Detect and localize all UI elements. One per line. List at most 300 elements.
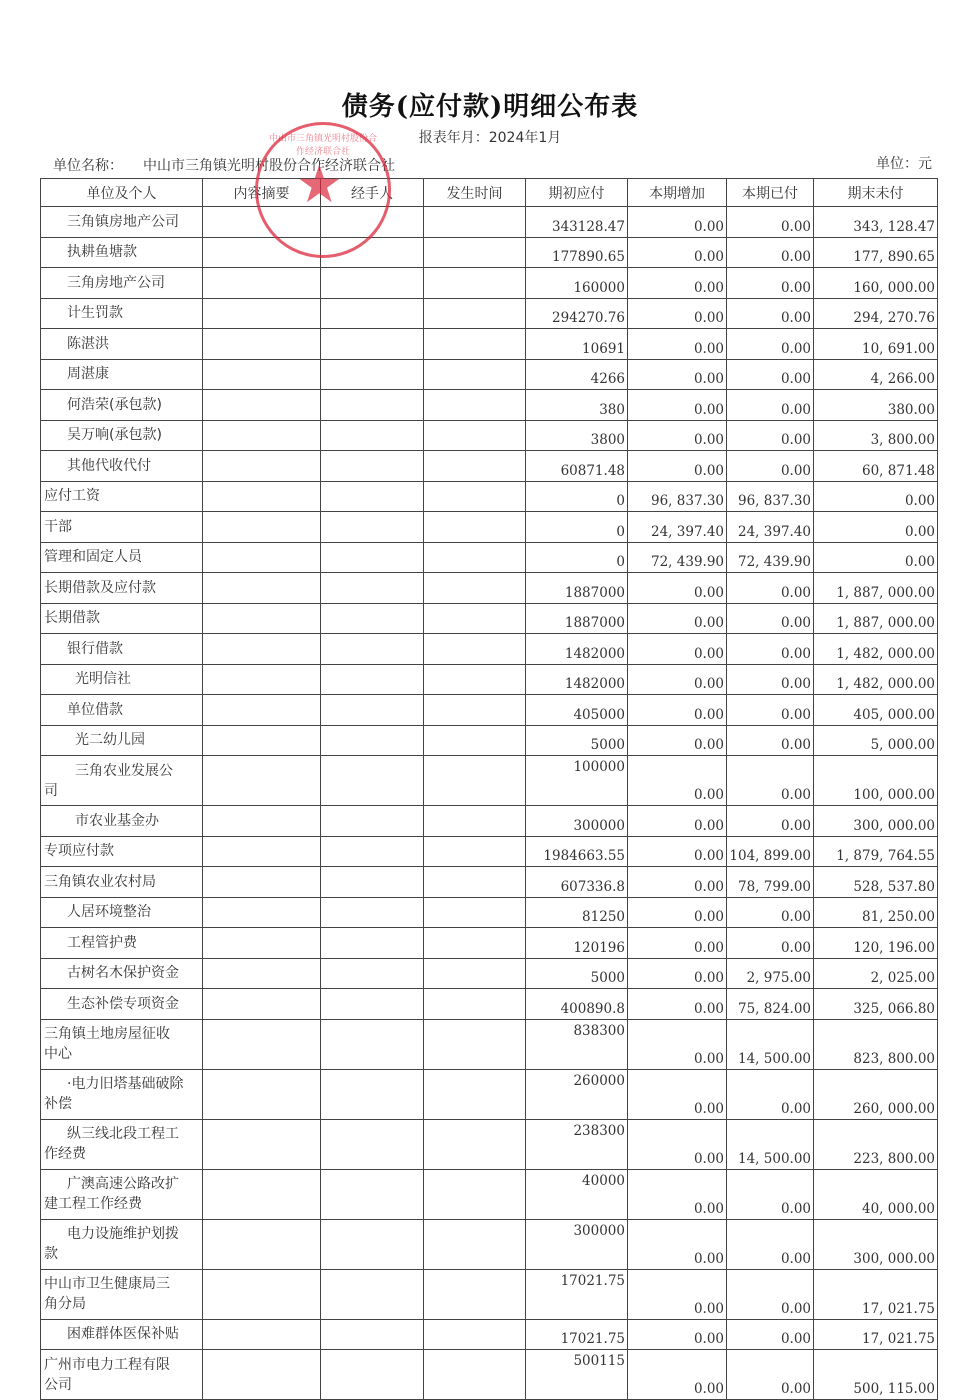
table-row <box>41 1019 938 1069</box>
cell-date <box>424 1169 526 1219</box>
cell-paid: 14, 500.00 <box>727 1119 814 1169</box>
cell-handler <box>321 695 424 726</box>
cell-paid: 0.00 <box>727 329 814 360</box>
cell-entity: 何浩荣(承包款) <box>41 390 203 421</box>
col-header-entity: 单位及个人 <box>41 179 203 207</box>
cell-entity: 专项应付款 <box>41 836 203 867</box>
cell-opening: 40000 <box>526 1169 628 1219</box>
cell-increase: 0.00 <box>628 420 727 451</box>
cell-closing: 40, 000.00 <box>814 1169 938 1219</box>
table-row <box>41 329 938 360</box>
table-row <box>41 1169 938 1219</box>
cell-paid: 0.00 <box>727 359 814 390</box>
cell-handler <box>321 725 424 756</box>
table-row <box>41 806 938 837</box>
cell-paid: 2, 975.00 <box>727 958 814 989</box>
cell-opening: 300000 <box>526 806 628 837</box>
cell-paid: 96, 837.30 <box>727 481 814 512</box>
cell-closing: 300, 000.00 <box>814 1219 938 1269</box>
cell-date <box>424 359 526 390</box>
cell-entity <box>41 1219 203 1269</box>
cell-handler <box>321 1319 424 1350</box>
cell-entity: 单位借款 <box>41 695 203 726</box>
cell-entity <box>41 1069 203 1119</box>
table-row <box>41 867 938 898</box>
cell-paid: 72, 439.90 <box>727 542 814 573</box>
cell-date <box>424 512 526 543</box>
table-row <box>41 1269 938 1319</box>
cell-entity: 长期借款 <box>41 603 203 634</box>
table-row <box>41 664 938 695</box>
cell-closing: 405, 000.00 <box>814 695 938 726</box>
cell-opening: 120196 <box>526 928 628 959</box>
table-row <box>41 1219 938 1269</box>
cell-date <box>424 1119 526 1169</box>
cell-entity: 应付工资 <box>41 481 203 512</box>
cell-date <box>424 1350 526 1400</box>
cell-entity: 吴万响(承包款) <box>41 420 203 451</box>
cell-paid: 0.00 <box>727 298 814 329</box>
table-row <box>41 237 938 268</box>
cell-summary <box>203 298 321 329</box>
cell-increase: 0.00 <box>628 989 727 1020</box>
cell-paid: 104, 899.00 <box>727 836 814 867</box>
cell-opening: 100000 <box>526 756 628 806</box>
unit-name-label: 单位名称： <box>53 158 123 174</box>
cell-closing: 0.00 <box>814 481 938 512</box>
cell-paid: 0.00 <box>727 756 814 806</box>
cell-entity <box>41 1350 203 1400</box>
cell-date <box>424 958 526 989</box>
cell-summary <box>203 390 321 421</box>
unit-name-value: 中山市三角镇光明村股份合作经济联合社 <box>143 158 395 174</box>
cell-closing: 120, 196.00 <box>814 928 938 959</box>
cell-closing: 500, 115.00 <box>814 1350 938 1400</box>
cell-date <box>424 268 526 299</box>
entity-line-2: 司 <box>44 782 58 799</box>
cell-entity <box>41 1169 203 1219</box>
cell-handler <box>321 756 424 806</box>
report-period: 报表年月：2024年1月 <box>418 130 562 146</box>
cell-date <box>424 867 526 898</box>
cell-paid: 0.00 <box>727 573 814 604</box>
cell-summary <box>203 573 321 604</box>
cell-paid: 0.00 <box>727 390 814 421</box>
cell-handler <box>321 897 424 928</box>
entity-line-1: 广澳高速公路改扩 <box>67 1176 179 1192</box>
cell-date <box>424 806 526 837</box>
cell-handler <box>321 359 424 390</box>
cell-paid: 0.00 <box>727 603 814 634</box>
cell-closing: 380.00 <box>814 390 938 421</box>
entity-line-2: 建工程工作经费 <box>44 1196 142 1212</box>
cell-opening: 10691 <box>526 329 628 360</box>
cell-handler <box>321 481 424 512</box>
cell-opening: 177890.65 <box>526 237 628 268</box>
cell-increase: 72, 439.90 <box>628 542 727 573</box>
cell-increase: 0.00 <box>628 1119 727 1169</box>
cell-closing: 300, 000.00 <box>814 806 938 837</box>
cell-opening: 260000 <box>526 1069 628 1119</box>
table-row <box>41 1350 938 1400</box>
cell-date <box>424 989 526 1020</box>
cell-increase: 0.00 <box>628 756 727 806</box>
cell-date <box>424 1019 526 1069</box>
cell-handler <box>321 512 424 543</box>
table-row <box>41 512 938 543</box>
cell-handler <box>321 420 424 451</box>
cell-increase: 0.00 <box>628 725 727 756</box>
col-header-summary: 内容摘要 <box>203 179 321 207</box>
cell-summary <box>203 237 321 268</box>
cell-increase: 0.00 <box>628 1269 727 1319</box>
cell-closing: 3, 800.00 <box>814 420 938 451</box>
table-row <box>41 897 938 928</box>
cell-increase: 0.00 <box>628 268 727 299</box>
cell-opening: 0 <box>526 542 628 573</box>
cell-increase: 0.00 <box>628 237 727 268</box>
cell-summary <box>203 756 321 806</box>
cell-paid: 78, 799.00 <box>727 867 814 898</box>
cell-date <box>424 542 526 573</box>
cell-increase: 0.00 <box>628 928 727 959</box>
cell-opening: 1482000 <box>526 634 628 665</box>
cell-date <box>424 1319 526 1350</box>
debt-detail-table <box>40 178 938 1400</box>
currency-unit: 单位：元 <box>876 156 932 172</box>
cell-date <box>424 756 526 806</box>
cell-entity: 光明信社 <box>41 664 203 695</box>
cell-handler <box>321 329 424 360</box>
cell-date <box>424 928 526 959</box>
cell-date <box>424 298 526 329</box>
table-row <box>41 1069 938 1119</box>
col-header-handler: 经手人 <box>321 179 424 207</box>
cell-paid: 0.00 <box>727 420 814 451</box>
cell-entity: 其他代收代付 <box>41 451 203 482</box>
cell-entity: 工程管护费 <box>41 928 203 959</box>
cell-entity: 执耕鱼塘款 <box>41 237 203 268</box>
cell-closing: 1, 887, 000.00 <box>814 603 938 634</box>
table-row <box>41 1319 938 1350</box>
cell-handler <box>321 542 424 573</box>
cell-opening: 0 <box>526 512 628 543</box>
cell-handler <box>321 867 424 898</box>
cell-increase: 0.00 <box>628 573 727 604</box>
cell-closing: 5, 000.00 <box>814 725 938 756</box>
cell-closing: 17, 021.75 <box>814 1319 938 1350</box>
cell-date <box>424 420 526 451</box>
cell-summary <box>203 989 321 1020</box>
cell-summary <box>203 1069 321 1119</box>
cell-paid: 0.00 <box>727 1169 814 1219</box>
cell-summary <box>203 1269 321 1319</box>
table-row <box>41 1119 938 1169</box>
cell-entity: 生态补偿专项资金 <box>41 989 203 1020</box>
entity-line-2: 款 <box>44 1246 58 1262</box>
entity-line-1: 广州市电力工程有限 <box>44 1356 170 1373</box>
cell-date <box>424 634 526 665</box>
cell-date <box>424 1269 526 1319</box>
cell-handler <box>321 207 424 238</box>
cell-handler <box>321 573 424 604</box>
cell-handler <box>321 451 424 482</box>
cell-summary <box>203 1319 321 1350</box>
cell-handler <box>321 1269 424 1319</box>
cell-entity: 市农业基金办 <box>41 806 203 837</box>
cell-closing: 2, 025.00 <box>814 958 938 989</box>
entity-line-1: 三角农业发展公 <box>75 762 173 779</box>
table-row <box>41 451 938 482</box>
table-body <box>41 207 938 1400</box>
cell-paid: 0.00 <box>727 664 814 695</box>
cell-summary <box>203 481 321 512</box>
cell-handler <box>321 268 424 299</box>
cell-date <box>424 1069 526 1119</box>
cell-entity <box>41 1269 203 1319</box>
table-row <box>41 207 938 238</box>
table-row <box>41 836 938 867</box>
cell-entity: 光二幼儿园 <box>41 725 203 756</box>
entity-line-2: 公司 <box>44 1376 72 1393</box>
cell-paid: 0.00 <box>727 634 814 665</box>
cell-date <box>424 329 526 360</box>
cell-summary <box>203 634 321 665</box>
cell-increase: 0.00 <box>628 207 727 238</box>
cell-opening: 17021.75 <box>526 1269 628 1319</box>
cell-entity: 计生罚款 <box>41 298 203 329</box>
cell-date <box>424 725 526 756</box>
table-row <box>41 928 938 959</box>
cell-closing: 81, 250.00 <box>814 897 938 928</box>
cell-closing: 823, 800.00 <box>814 1019 938 1069</box>
col-header-opening: 期初应付 <box>526 179 628 207</box>
cell-entity: 人居环境整治 <box>41 897 203 928</box>
entity-line-2: 作经费 <box>44 1146 86 1162</box>
cell-closing: 1, 887, 000.00 <box>814 573 938 604</box>
col-header-paid: 本期已付 <box>727 179 814 207</box>
cell-opening: 60871.48 <box>526 451 628 482</box>
cell-increase: 0.00 <box>628 1219 727 1269</box>
cell-summary <box>203 1019 321 1069</box>
entity-line-1: 三角镇土地房屋征收 <box>44 1026 170 1042</box>
cell-handler <box>321 1219 424 1269</box>
cell-opening: 838300 <box>526 1019 628 1069</box>
cell-opening: 1482000 <box>526 664 628 695</box>
cell-entity: 陈湛洪 <box>41 329 203 360</box>
cell-paid: 0.00 <box>727 806 814 837</box>
cell-paid: 0.00 <box>727 1319 814 1350</box>
cell-date <box>424 481 526 512</box>
cell-handler <box>321 1019 424 1069</box>
entity-line-2: 角分局 <box>44 1296 86 1312</box>
cell-increase: 0.00 <box>628 867 727 898</box>
cell-date <box>424 207 526 238</box>
cell-paid: 0.00 <box>727 1350 814 1400</box>
cell-date <box>424 836 526 867</box>
cell-handler <box>321 603 424 634</box>
cell-closing: 100, 000.00 <box>814 756 938 806</box>
table-row <box>41 542 938 573</box>
cell-summary <box>203 867 321 898</box>
cell-paid: 0.00 <box>727 1219 814 1269</box>
cell-paid: 0.00 <box>727 1269 814 1319</box>
cell-increase: 0.00 <box>628 603 727 634</box>
cell-entity <box>41 1119 203 1169</box>
cell-closing: 325, 066.80 <box>814 989 938 1020</box>
cell-opening: 380 <box>526 390 628 421</box>
cell-opening: 500115 <box>526 1350 628 1400</box>
cell-closing: 10, 691.00 <box>814 329 938 360</box>
entity-line-1: ·电力旧塔基础破除 <box>67 1076 184 1092</box>
cell-date <box>424 664 526 695</box>
cell-handler <box>321 836 424 867</box>
cell-summary <box>203 1350 321 1400</box>
cell-increase: 0.00 <box>628 298 727 329</box>
cell-increase: 0.00 <box>628 664 727 695</box>
page-title: 债务(应付款)明细公布表 <box>341 92 639 122</box>
cell-closing: 160, 000.00 <box>814 268 938 299</box>
cell-date <box>424 695 526 726</box>
cell-handler <box>321 1350 424 1400</box>
cell-handler <box>321 989 424 1020</box>
cell-increase: 96, 837.30 <box>628 481 727 512</box>
cell-paid: 0.00 <box>727 695 814 726</box>
cell-closing: 528, 537.80 <box>814 867 938 898</box>
cell-increase: 0.00 <box>628 359 727 390</box>
table-row <box>41 390 938 421</box>
cell-entity: 长期借款及应付款 <box>41 573 203 604</box>
cell-opening: 0 <box>526 481 628 512</box>
cell-date <box>424 573 526 604</box>
unit-name <box>53 155 395 175</box>
cell-closing: 1, 482, 000.00 <box>814 634 938 665</box>
cell-handler <box>321 664 424 695</box>
cell-handler <box>321 1169 424 1219</box>
cell-entity <box>41 756 203 806</box>
cell-paid: 14, 500.00 <box>727 1019 814 1069</box>
cell-closing: 177, 890.65 <box>814 237 938 268</box>
cell-entity: 周湛康 <box>41 359 203 390</box>
cell-closing: 260, 000.00 <box>814 1069 938 1119</box>
cell-opening: 5000 <box>526 725 628 756</box>
cell-date <box>424 390 526 421</box>
cell-increase: 0.00 <box>628 958 727 989</box>
cell-date <box>424 237 526 268</box>
table-row <box>41 756 938 806</box>
cell-opening: 4266 <box>526 359 628 390</box>
cell-closing: 343, 128.47 <box>814 207 938 238</box>
cell-increase: 0.00 <box>628 806 727 837</box>
cell-handler <box>321 390 424 421</box>
cell-paid: 0.00 <box>727 207 814 238</box>
cell-summary <box>203 806 321 837</box>
table-header-row <box>41 179 938 207</box>
cell-entity: 三角镇农业农村局 <box>41 867 203 898</box>
entity-line-1: 电力设施维护划拨 <box>67 1226 179 1242</box>
cell-date <box>424 603 526 634</box>
cell-handler <box>321 806 424 837</box>
cell-increase: 0.00 <box>628 451 727 482</box>
cell-opening: 400890.8 <box>526 989 628 1020</box>
seal-star-icon: ★ <box>296 155 343 215</box>
cell-increase: 0.00 <box>628 390 727 421</box>
cell-summary <box>203 420 321 451</box>
cell-summary <box>203 836 321 867</box>
table-row <box>41 603 938 634</box>
entity-line-1: 纵三线北段工程工 <box>67 1126 179 1142</box>
cell-summary <box>203 329 321 360</box>
table-row <box>41 958 938 989</box>
cell-handler <box>321 1069 424 1119</box>
table-row <box>41 695 938 726</box>
table-row <box>41 298 938 329</box>
cell-closing: 60, 871.48 <box>814 451 938 482</box>
cell-increase: 0.00 <box>628 695 727 726</box>
cell-summary <box>203 1219 321 1269</box>
cell-opening: 160000 <box>526 268 628 299</box>
cell-closing: 1, 879, 764.55 <box>814 836 938 867</box>
cell-increase: 0.00 <box>628 1019 727 1069</box>
cell-increase: 0.00 <box>628 634 727 665</box>
cell-increase: 0.00 <box>628 1350 727 1400</box>
col-header-date: 发生时间 <box>424 179 526 207</box>
cell-opening: 3800 <box>526 420 628 451</box>
table-row <box>41 481 938 512</box>
cell-opening: 405000 <box>526 695 628 726</box>
entity-line-2: 中心 <box>44 1046 72 1062</box>
cell-closing: 4, 266.00 <box>814 359 938 390</box>
cell-paid: 0.00 <box>727 1069 814 1119</box>
cell-summary <box>203 603 321 634</box>
cell-increase: 0.00 <box>628 1319 727 1350</box>
cell-date <box>424 1219 526 1269</box>
cell-summary <box>203 451 321 482</box>
cell-summary <box>203 542 321 573</box>
cell-entity <box>41 1019 203 1069</box>
cell-entity: 困难群体医保补贴 <box>41 1319 203 1350</box>
cell-handler <box>321 958 424 989</box>
cell-entity: 三角房地产公司 <box>41 268 203 299</box>
table-row <box>41 420 938 451</box>
cell-entity: 三角镇房地产公司 <box>41 207 203 238</box>
cell-handler <box>321 928 424 959</box>
entity-line-1: 中山市卫生健康局三 <box>44 1276 170 1292</box>
table-row <box>41 359 938 390</box>
cell-opening: 343128.47 <box>526 207 628 238</box>
cell-closing: 0.00 <box>814 512 938 543</box>
cell-entity: 银行借款 <box>41 634 203 665</box>
cell-closing: 294, 270.76 <box>814 298 938 329</box>
cell-entity: 管理和固定人员 <box>41 542 203 573</box>
table-row <box>41 573 938 604</box>
cell-paid: 0.00 <box>727 928 814 959</box>
cell-handler <box>321 634 424 665</box>
cell-paid: 0.00 <box>727 897 814 928</box>
cell-summary <box>203 207 321 238</box>
cell-entity: 干部 <box>41 512 203 543</box>
cell-closing: 223, 800.00 <box>814 1119 938 1169</box>
table-row <box>41 634 938 665</box>
cell-summary <box>203 1169 321 1219</box>
cell-summary <box>203 928 321 959</box>
cell-handler <box>321 237 424 268</box>
col-header-closing: 期末未付 <box>814 179 938 207</box>
cell-opening: 1887000 <box>526 603 628 634</box>
cell-paid: 0.00 <box>727 268 814 299</box>
cell-summary <box>203 1119 321 1169</box>
cell-summary <box>203 725 321 756</box>
